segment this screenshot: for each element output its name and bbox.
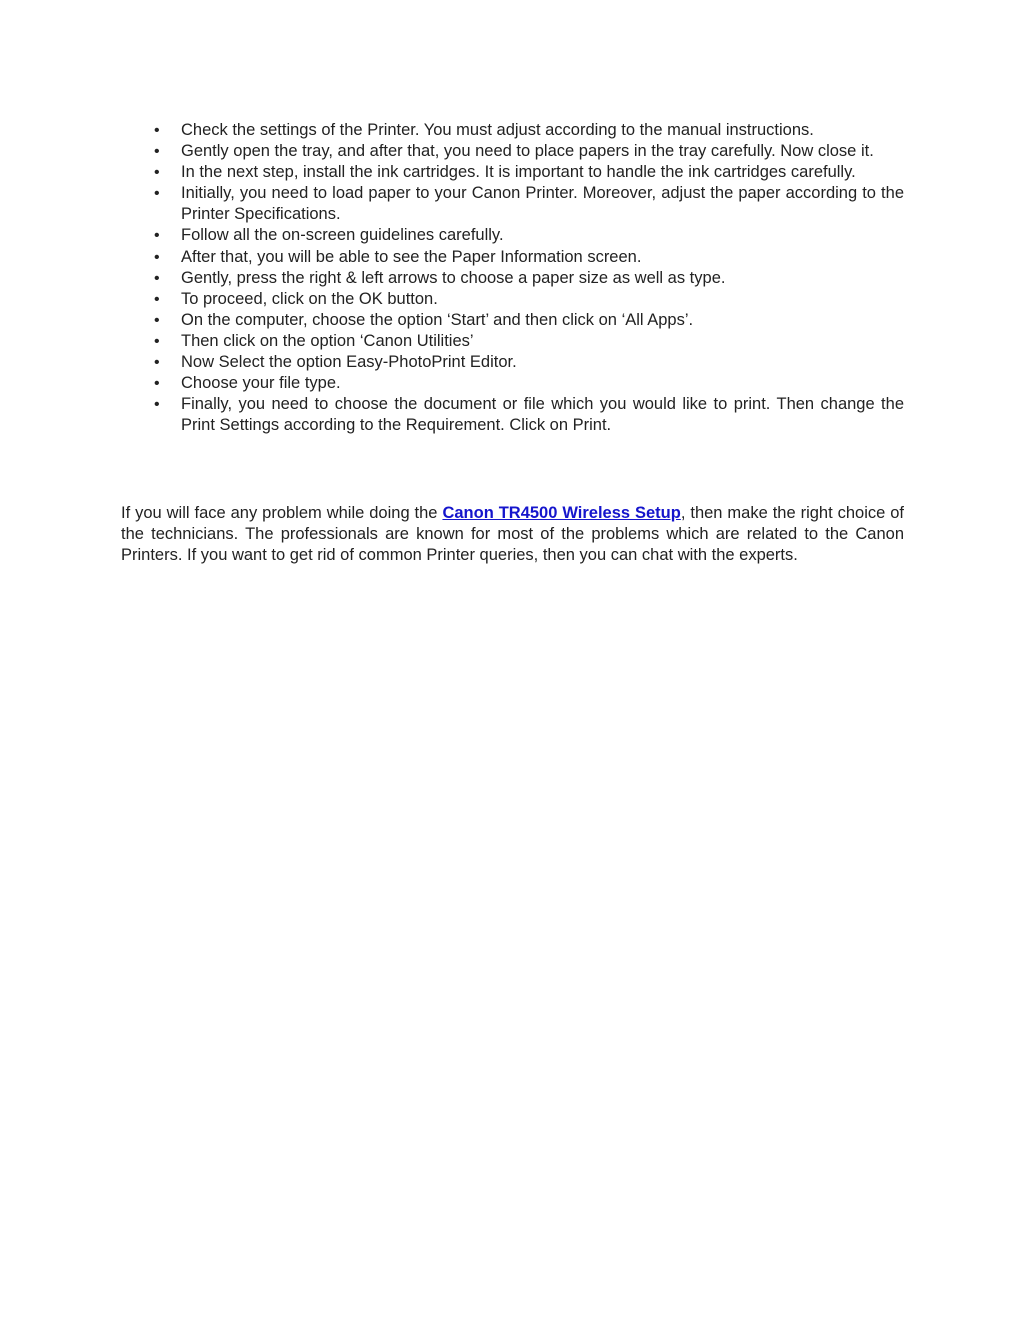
instruction-text: Choose your file type. — [181, 374, 341, 393]
instruction-text: In the next step, install the ink cartridges. It is important to handle the ink cartridges carefully. — [181, 163, 856, 182]
instruction-text: Now Select the option Easy-PhotoPrint Editor. — [181, 353, 517, 372]
instruction-item — [150, 373, 904, 394]
instruction-item — [150, 310, 904, 331]
instruction-item — [150, 120, 904, 141]
instruction-text: Initially, you need to load paper to your Canon Printer. Moreover, adjust the paper according to the Printer Specifications. — [181, 184, 904, 224]
instruction-text: After that, you will be able to see the Paper Information screen. — [181, 247, 642, 266]
instruction-item — [150, 247, 904, 268]
instruction-item — [150, 352, 904, 373]
bullet-icon: • — [154, 269, 160, 287]
instruction-text: To proceed, click on the OK button. — [181, 289, 438, 308]
bullet-icon: • — [154, 164, 160, 182]
closing-text-after-link: , then make the right choice of the technicians. The professionals are known for most of the problems which are related to the Canon Printers. If you want to get rid of common Printer queries, then you can chat with the experts. — [121, 504, 905, 565]
bullet-icon: • — [154, 354, 160, 372]
instruction-item — [150, 268, 904, 289]
instruction-text: Check the settings of the Printer. You must adjust according to the manual instructions. — [181, 121, 814, 139]
bullet-icon: • — [154, 185, 160, 203]
canon-setup-link[interactable]: Canon TR4500 Wireless Setup — [442, 504, 681, 522]
instruction-item — [150, 225, 904, 246]
instruction-item — [150, 394, 904, 436]
bullet-icon: • — [154, 122, 160, 139]
instruction-item — [150, 141, 904, 162]
bullet-icon: • — [154, 227, 160, 245]
bullet-icon: • — [154, 311, 160, 329]
instruction-text: Follow all the on-screen guidelines carefully. — [181, 226, 504, 245]
instruction-text: Then click on the option ‘Canon Utilities’ — [181, 331, 474, 350]
instruction-text: Gently, press the right & left arrows to choose a paper size as well as type. — [181, 268, 726, 287]
instruction-item — [150, 183, 904, 225]
closing-paragraph — [121, 503, 904, 567]
instruction-item — [150, 331, 904, 352]
bullet-icon: • — [154, 332, 160, 350]
bullet-icon: • — [154, 396, 160, 414]
bullet-icon: • — [154, 290, 160, 308]
bullet-icon: • — [154, 248, 160, 266]
instruction-item — [150, 162, 904, 183]
instruction-list — [150, 120, 904, 436]
instruction-text: Finally, you need to choose the document or file which you would like to print. Then change the Print Settings according to the Requirement. Click on Print. — [181, 395, 904, 435]
closing-text-before-link: If you will face any problem while doing the — [121, 504, 443, 522]
bullet-icon: • — [154, 375, 160, 393]
bullet-icon: • — [154, 143, 160, 161]
instruction-text: Gently open the tray, and after that, you need to place papers in the tray carefully. Now close it. — [181, 142, 874, 161]
instruction-item — [150, 289, 904, 310]
instruction-text: On the computer, choose the option ‘Start’ and then click on ‘All Apps’. — [181, 310, 694, 329]
